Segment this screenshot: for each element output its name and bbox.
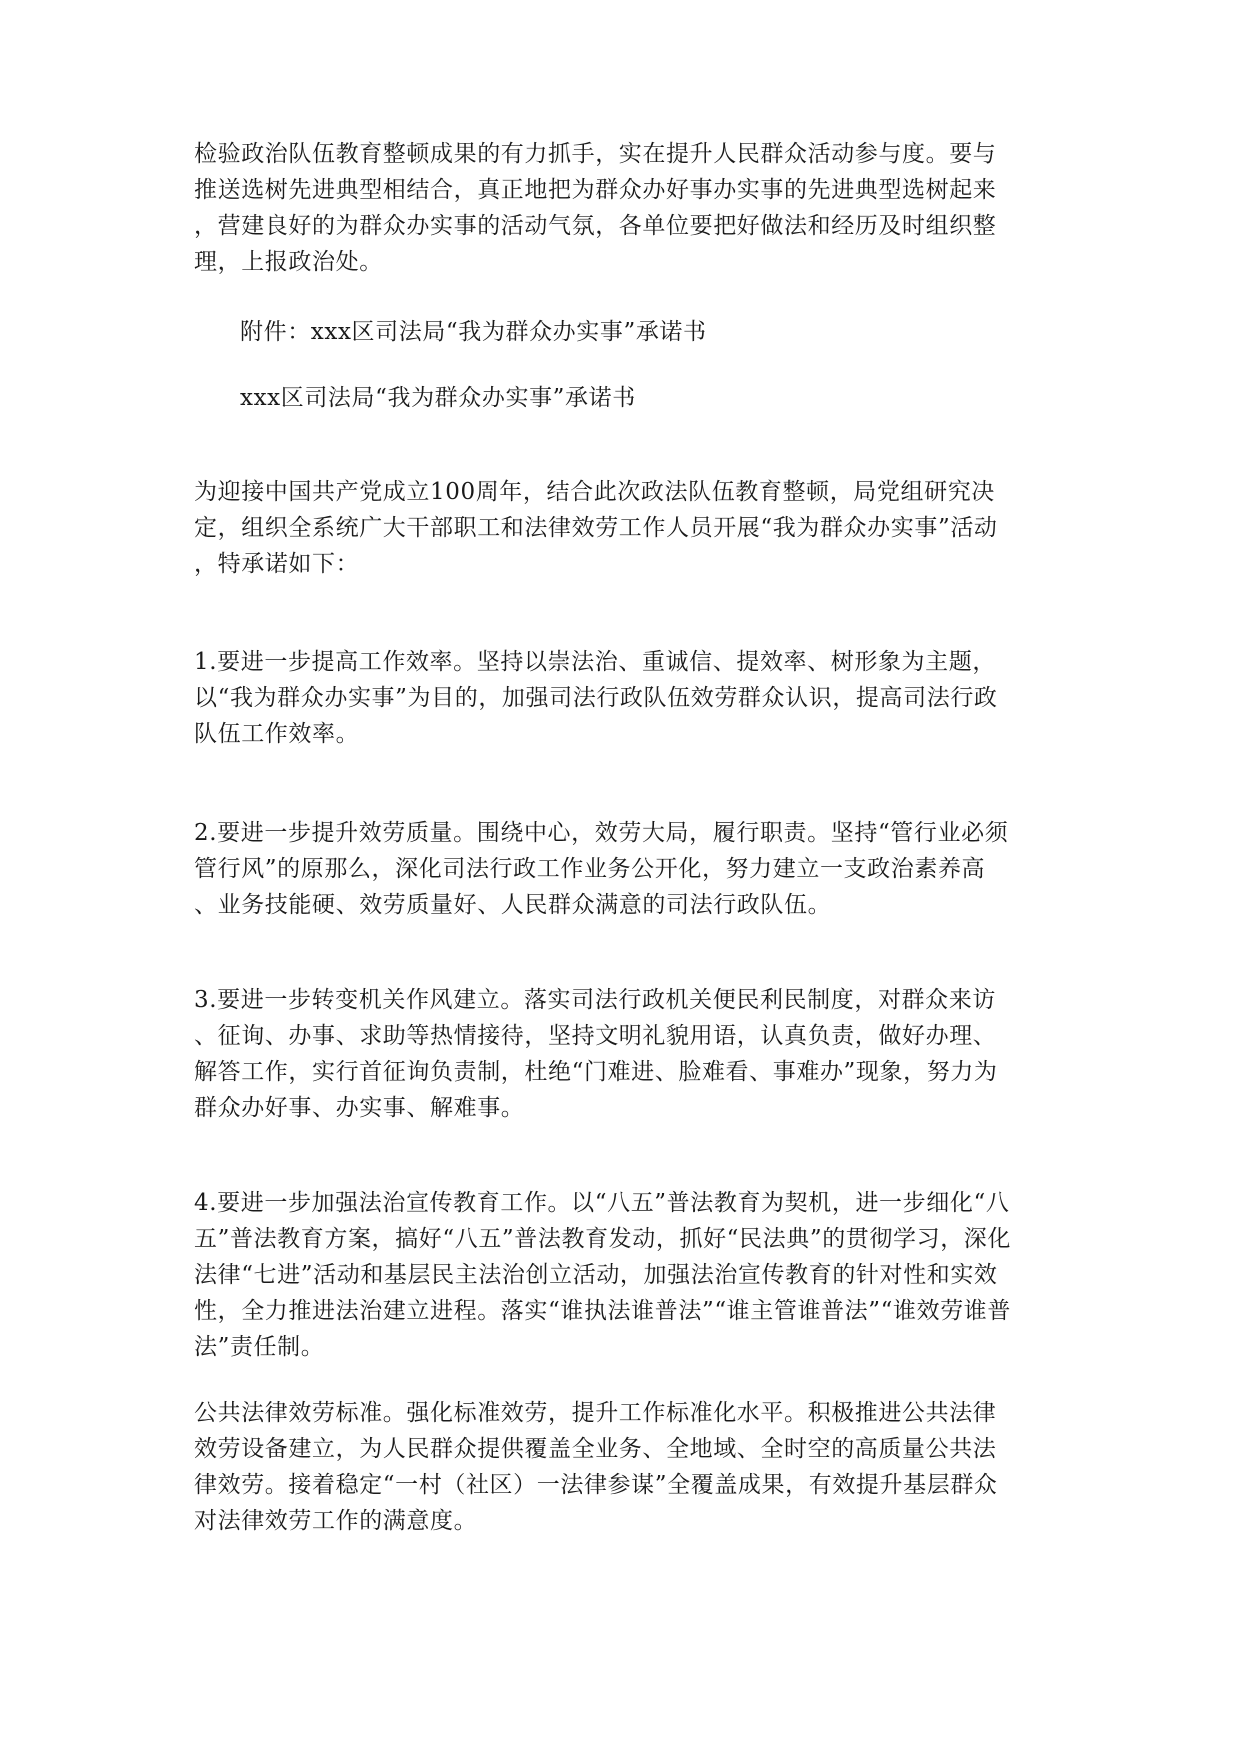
text-line: 解答工作，实行首征询负责制，杜绝“门难进、脸难看、事难办”现象，努力为 (194, 1059, 998, 1085)
text-line: 定，组织全系统广大干部职工和法律效劳工作人员开展“我为群众办实事”活动 (194, 515, 998, 541)
text-line: 、业务技能硬、效劳质量好、人民群众满意的司法行政队伍。 (194, 892, 832, 918)
document-heading: xxx区司法局“我为群众办实事”承诺书 (240, 385, 636, 411)
text-line: 效劳设备建立，为人民群众提供覆盖全业务、全地域、全时空的高质量公共法 (194, 1436, 997, 1462)
text-line: 理，上报政治处。 (194, 249, 383, 275)
text-line: 公共法律效劳标准。强化标准效劳，提升工作标准化水平。积极推进公共法律 (194, 1400, 997, 1426)
text-line: 检验政治队伍教育整顿成果的有力抓手，实在提升人民群众活动参与度。要与 (194, 141, 997, 167)
text-line: 为迎接中国共产党成立100周年，结合此次政法队伍教育整顿，局党组研究决 (194, 479, 995, 505)
text-line: 对法律效劳工作的满意度。 (194, 1508, 478, 1534)
text-line: 3.要进一步转变机关作风建立。落实司法行政机关便民利民制度，对群众来访 (194, 987, 996, 1013)
text-line: ，特承诺如下： (194, 551, 360, 577)
text-line: 推送选树先进典型相结合，真正地把为群众办好事办实事的先进典型选树起来 (194, 177, 997, 203)
text-line: 群众办好事、办实事、解难事。 (194, 1095, 525, 1121)
text-line: 法”责任制。 (194, 1334, 325, 1360)
text-line: 五”普法教育方案，搞好“八五”普法教育发动，抓好“民法典”的贯彻学习，深化 (194, 1226, 1011, 1252)
text-line: 4.要进一步加强法治宣传教育工作。以“八五”普法教育为契机，进一步细化“八 (194, 1190, 1010, 1216)
text-line: 2.要进一步提升效劳质量。围绕中心，效劳大局，履行职责。坚持“管行业必须 (194, 820, 1009, 846)
text-line: 律效劳。接着稳定“一村（社区）一法律参谋”全覆盖成果，有效提升基层群众 (194, 1472, 998, 1498)
text-line: 1.要进一步提高工作效率。坚持以崇法治、重诚信、提效率、树形象为主题， (194, 649, 996, 675)
text-line: 性，全力推进法治建立进程。落实“谁执法谁普法”“谁主管谁普法”“谁效劳谁普 (194, 1298, 1011, 1324)
attachment-line: 附件：xxx区司法局“我为群众办实事”承诺书 (240, 319, 707, 345)
text-line: 管行风”的原那么，深化司法行政工作业务公开化，努力建立一支政治素养高 (194, 856, 986, 882)
text-line: 法律“七进”活动和基层民主法治创立活动，加强法治宣传教育的针对性和实效 (194, 1262, 998, 1288)
text-line: 、征询、办事、求助等热情接待，坚持文明礼貌用语，认真负责，做好办理、 (194, 1023, 997, 1049)
text-line: ，营建良好的为群众办实事的活动气氛，各单位要把好做法和经历及时组织整 (194, 213, 997, 239)
text-line: 以“我为群众办实事”为目的，加强司法行政队伍效劳群众认识，提高司法行政 (194, 685, 998, 711)
text-line: 队伍工作效率。 (194, 721, 360, 747)
